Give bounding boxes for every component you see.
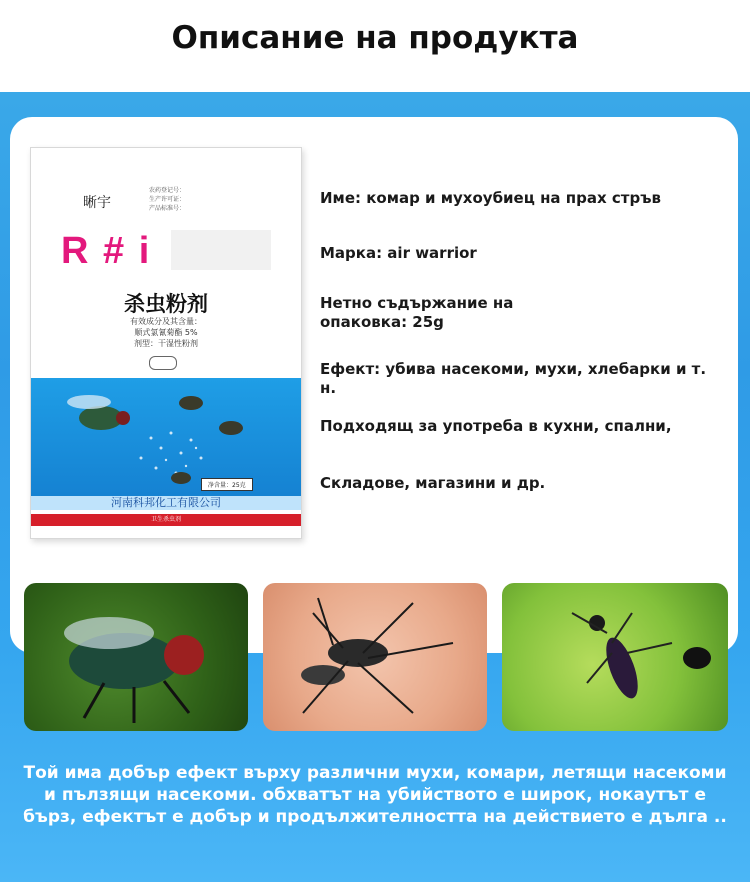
product-packet bbox=[30, 147, 302, 539]
page-title: Описание на продукта bbox=[171, 20, 579, 56]
packet-net-content: 净含量：25克 bbox=[201, 478, 253, 491]
packet-ingredients bbox=[31, 316, 301, 349]
packet-blue-band bbox=[31, 378, 301, 508]
packet-flies-icon bbox=[31, 378, 301, 508]
packet-reg-line: 生产许可证： bbox=[149, 196, 186, 203]
packet-ingredient-line: 有效成分及其含量： bbox=[130, 317, 202, 326]
mosquito-icon bbox=[263, 583, 487, 731]
packet-product-name: 杀虫粉剂 bbox=[124, 292, 208, 316]
packet-ingredient-line: 顺式氯氰菊酯 5% bbox=[134, 328, 198, 337]
desc-net-line: Нетно съдържание на bbox=[320, 294, 514, 312]
packet-registration bbox=[149, 186, 289, 213]
packet-footer-band: 卫生杀虫剂 bbox=[31, 514, 301, 526]
insect-photo bbox=[502, 583, 728, 731]
packet-reg-line: 农药登记号： bbox=[149, 187, 186, 194]
packet-badge bbox=[149, 356, 177, 370]
desc-places: Складове, магазини и др. bbox=[320, 474, 546, 492]
mosquito-photo bbox=[263, 583, 487, 731]
desc-effect: Ефект: убива насекоми, мухи, хлебарки и т. н. bbox=[320, 360, 707, 397]
desc-brand: Марка: air warrior bbox=[320, 244, 477, 262]
desc-name: Име: комар и мухоубиец на прах стръв bbox=[320, 189, 661, 207]
fly-photo bbox=[24, 583, 248, 731]
packet-watermark bbox=[171, 230, 271, 270]
footer-description: Той има добър ефект върху различни мухи, комари, летящи насекоми и пълзящи насекоми. обхватът на убийството е широк, нокаутът е бърз, ефектът е добър и продължителността на действието е дълга .. bbox=[23, 763, 727, 827]
page-header bbox=[0, 0, 750, 92]
packet-ingredient-line: 剂型：干湿性粉剂 bbox=[134, 339, 198, 348]
fly-icon bbox=[24, 583, 248, 731]
packet-brand: 晰宇 bbox=[83, 195, 111, 211]
desc-net-content bbox=[320, 294, 720, 332]
desc-suitable: Подходящ за употреба в кухни, спални, bbox=[320, 417, 672, 435]
packet-reg-line: 产品标准号： bbox=[149, 205, 186, 212]
desc-net-line: опаковка: 25g bbox=[320, 313, 444, 331]
winged-insect-icon bbox=[502, 583, 728, 731]
packet-logo: R # i bbox=[61, 230, 152, 272]
packet-company: 河南科邦化工有限公司 bbox=[31, 496, 301, 510]
